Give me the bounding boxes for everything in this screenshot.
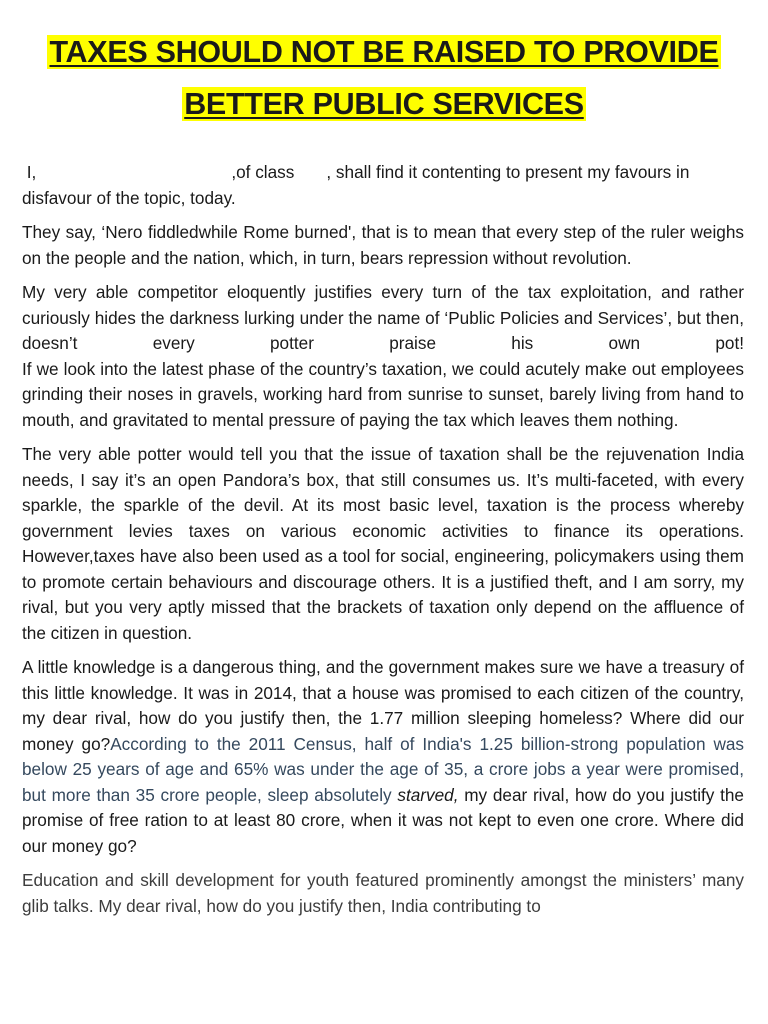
starved-emphasis: starved, <box>397 784 459 805</box>
document-body <box>22 160 744 928</box>
paragraph-knowledge <box>22 655 744 859</box>
taxation-phase-text: If we look into the latest phase of the country’s taxation, we could acutely make out employees grinding their noses in gravels, working hard from sunrise to sunset, barely living from hand to mouth, and gravitated to mental pressure of paying the tax which leaves them nothing. <box>22 358 744 430</box>
census-text: According to the 2011 Census, half of India's 1.25 billion-strong population was below 25 years of age and 65% was under the age of 35, a crore jobs a year were promised, but more than 35 crore people, sleep absolutely <box>22 733 745 805</box>
paragraph-competitor <box>22 280 744 433</box>
intro-rest: , shall find it contenting to present my favours in <box>326 162 690 182</box>
paragraph-intro <box>22 160 744 211</box>
knowledge-text: A little knowledge is a dangerous thing, and the government makes sure we have a treasury of this little knowledge. It was in 2014, that a house was promised to each citizen of the country, my dear rival, how do you justify then, the 1.77 million sleeping homeless? Where did our money go? <box>22 657 744 754</box>
competitor-text: My very able competitor eloquently justifies every turn of the tax exploitation, and rather curiously hides the darkness lurking under the name of ‘Public Policies and Services’, but then, doesn’t every potter praise his own pot! <box>22 282 744 353</box>
intro-end: disfavour of the topic, today. <box>22 187 236 208</box>
intro-speaker: I, <box>22 162 37 182</box>
intro-class: ,of class <box>231 162 295 182</box>
paragraph-potter: The very able potter would tell you that the issue of taxation shall be the rejuvenation India needs, I say it’s an open Pandora’s box, that still consumes us. It’s multi-faceted, with every sparkle, the sparkle of the devil. At its most basic level, taxation is the process whereby government levies taxes on various economic activities to finance its operations. However,taxes have also been used as a tool for social, engineering, policymakers using them to promote certain behaviours and discourage others. It is a justified theft, and I am sorry, my rival, but you very aptly missed that the brackets of taxation only depend on the affluence of the citizen in question. <box>22 444 744 643</box>
paragraph-nero: They say, ‘Nero fiddledwhile Rome burned', that is to mean that every step of the ruler weighs on the people and the nation, which, in turn, bears repression without revolution. <box>22 222 744 268</box>
ration-text: my dear rival, how do you justify the promise of free ration to at least 80 crore, when it was not kept to even one crore. Where did our money go? <box>22 784 744 856</box>
title-line-2: BETTER PUBLIC SERVICES <box>184 87 584 121</box>
document-title <box>20 26 748 130</box>
paragraph-education: Education and skill development for youth featured prominently amongst the ministers’ many glib talks. My dear rival, how do you justify then, India contributing to <box>22 870 744 916</box>
title-line-1: TAXES SHOULD NOT BE RAISED TO PROVIDE <box>49 35 719 69</box>
